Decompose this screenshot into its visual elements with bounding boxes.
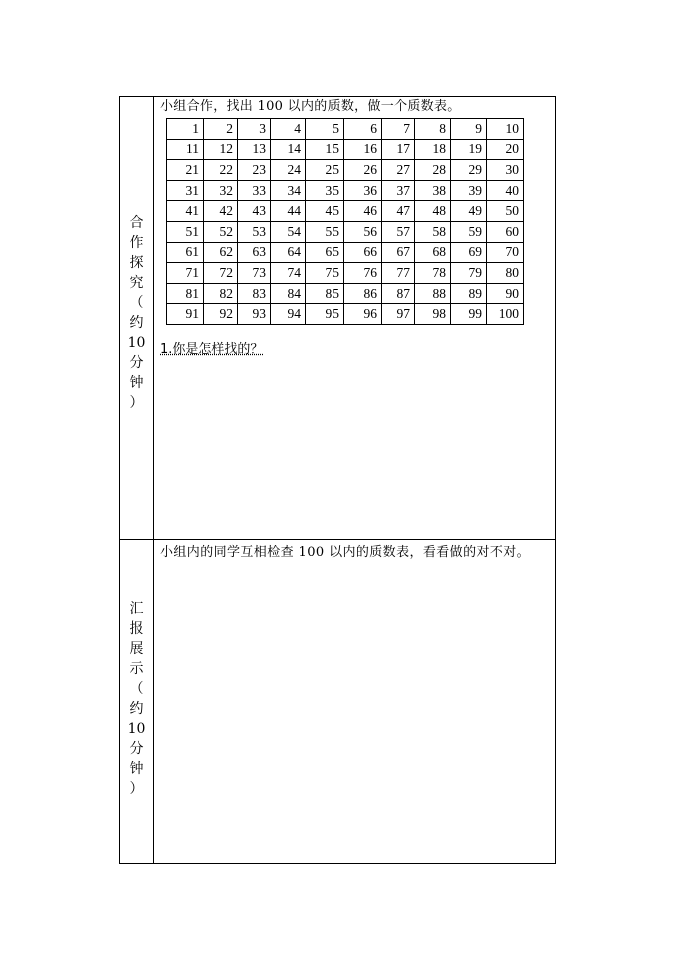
- grid-cell: 37: [382, 180, 415, 201]
- grid-cell: 71: [167, 263, 204, 284]
- grid-cell: 61: [167, 242, 204, 263]
- grid-row: [167, 180, 524, 201]
- grid-cell: 51: [167, 221, 204, 242]
- section2-label-char: 分: [129, 741, 144, 757]
- grid-row: [167, 242, 524, 263]
- grid-cell: 49: [451, 201, 487, 222]
- grid-cell: 5: [306, 119, 344, 140]
- grid-cell: 2: [204, 119, 238, 140]
- grid-cell: 57: [382, 221, 415, 242]
- grid-cell: 4: [271, 119, 306, 140]
- grid-cell: 44: [271, 201, 306, 222]
- section1-instruction: 小组合作，找出 100 以内的质数，做一个质数表。: [160, 99, 461, 114]
- grid-cell: 22: [204, 160, 238, 181]
- grid-cell: 82: [204, 283, 238, 304]
- grid-cell: 58: [415, 221, 451, 242]
- grid-row: [167, 119, 524, 140]
- grid-cell: 65: [306, 242, 344, 263]
- grid-cell: 62: [204, 242, 238, 263]
- grid-cell: 17: [382, 139, 415, 160]
- grid-cell: 95: [306, 304, 344, 325]
- grid-cell: 87: [382, 283, 415, 304]
- section1-label-char: 探: [129, 255, 144, 271]
- section1-label-char: （: [129, 295, 144, 311]
- grid-cell: 10: [487, 119, 524, 140]
- number-grid: [166, 118, 524, 325]
- grid-cell: 64: [271, 242, 306, 263]
- grid-cell: 79: [451, 263, 487, 284]
- section2-label-char: （: [129, 681, 144, 697]
- grid-cell: 38: [415, 180, 451, 201]
- grid-cell: 34: [271, 180, 306, 201]
- section2-label: [120, 599, 153, 799]
- grid-cell: 30: [487, 160, 524, 181]
- grid-cell: 85: [306, 283, 344, 304]
- grid-cell: 3: [238, 119, 271, 140]
- grid-cell: 12: [204, 139, 238, 160]
- grid-cell: 8: [415, 119, 451, 140]
- grid-cell: 7: [382, 119, 415, 140]
- grid-cell: 9: [451, 119, 487, 140]
- grid-cell: 99: [451, 304, 487, 325]
- grid-cell: 89: [451, 283, 487, 304]
- section1-label-char: 10: [127, 335, 146, 351]
- grid-cell: 27: [382, 160, 415, 181]
- section2-label-char: 展: [129, 641, 144, 657]
- grid-cell: 88: [415, 283, 451, 304]
- section2-label-char: 示: [129, 661, 144, 677]
- grid-cell: 92: [204, 304, 238, 325]
- grid-cell: 81: [167, 283, 204, 304]
- grid-cell: 13: [238, 139, 271, 160]
- grid-cell: 11: [167, 139, 204, 160]
- section2-label-char: 汇: [129, 601, 144, 617]
- grid-cell: 14: [271, 139, 306, 160]
- grid-cell: 72: [204, 263, 238, 284]
- grid-cell: 28: [415, 160, 451, 181]
- grid-cell: 59: [451, 221, 487, 242]
- grid-cell: 60: [487, 221, 524, 242]
- grid-cell: 91: [167, 304, 204, 325]
- grid-cell: 32: [204, 180, 238, 201]
- grid-cell: 53: [238, 221, 271, 242]
- grid-cell: 54: [271, 221, 306, 242]
- section1-label-char: 作: [129, 235, 144, 251]
- grid-cell: 84: [271, 283, 306, 304]
- grid-cell: 93: [238, 304, 271, 325]
- grid-cell: 21: [167, 160, 204, 181]
- grid-cell: 46: [344, 201, 382, 222]
- grid-cell: 23: [238, 160, 271, 181]
- grid-cell: 45: [306, 201, 344, 222]
- grid-cell: 74: [271, 263, 306, 284]
- row-divider: [119, 539, 556, 540]
- grid-cell: 69: [451, 242, 487, 263]
- grid-cell: 98: [415, 304, 451, 325]
- grid-cell: 67: [382, 242, 415, 263]
- section1-question: 1.你是怎样找的？: [160, 342, 264, 357]
- grid-cell: 77: [382, 263, 415, 284]
- grid-cell: 15: [306, 139, 344, 160]
- grid-row: [167, 160, 524, 181]
- grid-cell: 6: [344, 119, 382, 140]
- grid-cell: 96: [344, 304, 382, 325]
- grid-cell: 97: [382, 304, 415, 325]
- grid-cell: 83: [238, 283, 271, 304]
- grid-cell: 29: [451, 160, 487, 181]
- section1-label: [120, 213, 153, 413]
- section1-label-char: 分: [129, 355, 144, 371]
- grid-cell: 70: [487, 242, 524, 263]
- grid-cell: 73: [238, 263, 271, 284]
- grid-cell: 86: [344, 283, 382, 304]
- grid-cell: 16: [344, 139, 382, 160]
- grid-cell: 75: [306, 263, 344, 284]
- grid-cell: 68: [415, 242, 451, 263]
- grid-cell: 56: [344, 221, 382, 242]
- grid-cell: 43: [238, 201, 271, 222]
- grid-cell: 94: [271, 304, 306, 325]
- grid-cell: 33: [238, 180, 271, 201]
- section1-label-char: 钟: [129, 375, 144, 391]
- grid-cell: 76: [344, 263, 382, 284]
- grid-cell: 31: [167, 180, 204, 201]
- grid-cell: 35: [306, 180, 344, 201]
- section1-label-char: ）: [129, 395, 144, 411]
- section2-label-char: 约: [129, 701, 144, 717]
- grid-cell: 40: [487, 180, 524, 201]
- grid-cell: 52: [204, 221, 238, 242]
- section1-label-char: 合: [129, 215, 144, 231]
- grid-row: [167, 139, 524, 160]
- grid-row: [167, 263, 524, 284]
- grid-cell: 100: [487, 304, 524, 325]
- grid-cell: 41: [167, 201, 204, 222]
- section1-label-char: 究: [129, 275, 144, 291]
- grid-cell: 24: [271, 160, 306, 181]
- grid-row: [167, 304, 524, 325]
- grid-cell: 1: [167, 119, 204, 140]
- grid-cell: 78: [415, 263, 451, 284]
- section2-label-char: 钟: [129, 761, 144, 777]
- section1-label-char: 约: [129, 315, 144, 331]
- grid-cell: 19: [451, 139, 487, 160]
- section2-label-char: ）: [129, 781, 144, 797]
- grid-cell: 18: [415, 139, 451, 160]
- grid-row: [167, 221, 524, 242]
- section2-instruction: 小组内的同学互相检查 100 以内的质数表，看看做的对不对。: [160, 545, 531, 560]
- grid-row: [167, 283, 524, 304]
- grid-cell: 80: [487, 263, 524, 284]
- section2-label-char: 报: [129, 621, 144, 637]
- grid-cell: 39: [451, 180, 487, 201]
- grid-cell: 42: [204, 201, 238, 222]
- grid-cell: 66: [344, 242, 382, 263]
- grid-cell: 20: [487, 139, 524, 160]
- section2-label-char: 10: [127, 721, 146, 737]
- grid-cell: 26: [344, 160, 382, 181]
- column-divider: [153, 96, 154, 864]
- grid-cell: 55: [306, 221, 344, 242]
- grid-cell: 48: [415, 201, 451, 222]
- grid-cell: 50: [487, 201, 524, 222]
- grid-cell: 36: [344, 180, 382, 201]
- grid-cell: 90: [487, 283, 524, 304]
- grid-cell: 47: [382, 201, 415, 222]
- grid-cell: 63: [238, 242, 271, 263]
- grid-row: [167, 201, 524, 222]
- grid-cell: 25: [306, 160, 344, 181]
